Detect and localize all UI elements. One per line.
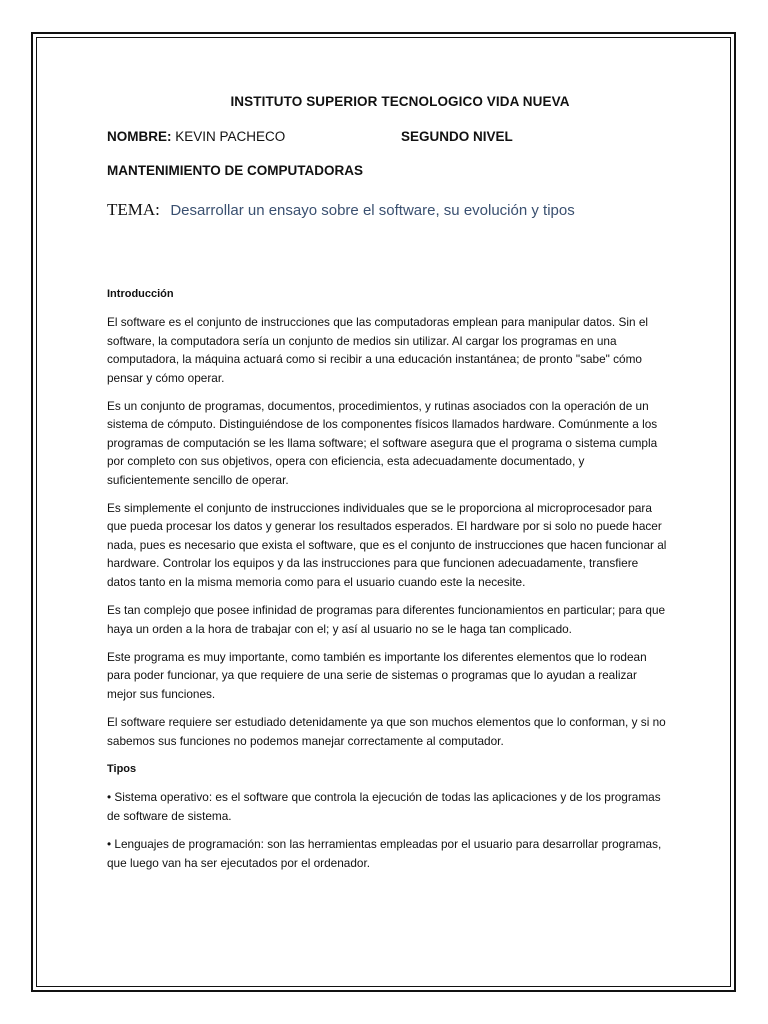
type-item: • Sistema operativo: es el software que controla la ejecución de todas las aplicaciones y de los programas de software de sistema.: [107, 790, 661, 823]
name-label: NOMBRE:: [107, 129, 172, 144]
essay-body: [107, 285, 667, 882]
paragraph: El software requiere ser estudiado detenidamente ya que son muchos elementos que lo conforman, y si no sabemos sus funciones no podemos manejar correctamente al computador.: [107, 715, 666, 748]
paragraph: Este programa es muy importante, como también es importante los diferentes elementos que lo rodean para poder funcionar, ya que requiere de una serie de sistemas o programas que lo ayudan a realizar mejor sus funciones.: [107, 649, 647, 701]
paragraph: Es un conjunto de programas, documentos, procedimientos, y rutinas asociados con la operación de un sistema de cómputo. Distinguiéndose de los componentes físicos llamados hardware. Comúnmente a los programas de computación se les llama software; el software asegura que el programa o sistema cumpla por completo con sus objetivos, opera con eficiencia, esta adecuadamente documentado, y suficientemente sencillo de operar.: [107, 399, 658, 487]
institute-title: INSTITUTO SUPERIOR TECNOLOGICO VIDA NUEVA: [230, 94, 570, 109]
paragraph: Es tan complejo que posee infinidad de programas para diferentes funcionamientos en particular; para que haya un orden a la hora de trabajar con el; y así al usuario no se le haga tan complicado.: [107, 603, 666, 636]
tema-label: TEMA:: [107, 200, 160, 219]
subject-title: MANTENIMIENTO DE COMPUTADORAS: [107, 163, 363, 178]
level-label: SEGUNDO NIVEL: [401, 129, 513, 144]
type-item: • Lenguajes de programación: son las herramientas empleadas por el usuario para desarrollar programas, que luego van ha ser ejecutados por el ordenador.: [107, 837, 662, 870]
name-value: KEVIN PACHECO: [175, 129, 286, 144]
paragraph: El software es el conjunto de instrucciones que las computadoras emplean para manipular datos. Sin el software, la computadora sería un conjunto de medios sin utilizar. Al cargar los programas en una computadora, la máquina actuará como si recibir a una educación instantánea; de pronto "sabe" cómo pensar y cómo operar.: [107, 315, 648, 385]
paragraph: Es simplemente el conjunto de instrucciones individuales que se le proporciona al microprocesador para que pueda procesar los datos y generar los resultados esperados. El hardware por si solo no puede hacer nada, pues es necesario que exista el software, que es el conjunto de instrucciones que hacen funcionar al hardware. Controlar los equipos y da las instrucciones para que funcionen adecuadamente, transfiere datos tanto en la misma memoria como para el usuario cuando este la necesite.: [107, 501, 667, 589]
student-name-row: [107, 129, 285, 144]
tema-value: Desarrollar un ensayo sobre el software, su evolución y tipos: [170, 202, 575, 219]
types-heading: Tipos: [107, 762, 137, 775]
tema-row: [107, 200, 575, 220]
intro-heading: Introducción: [107, 288, 174, 300]
